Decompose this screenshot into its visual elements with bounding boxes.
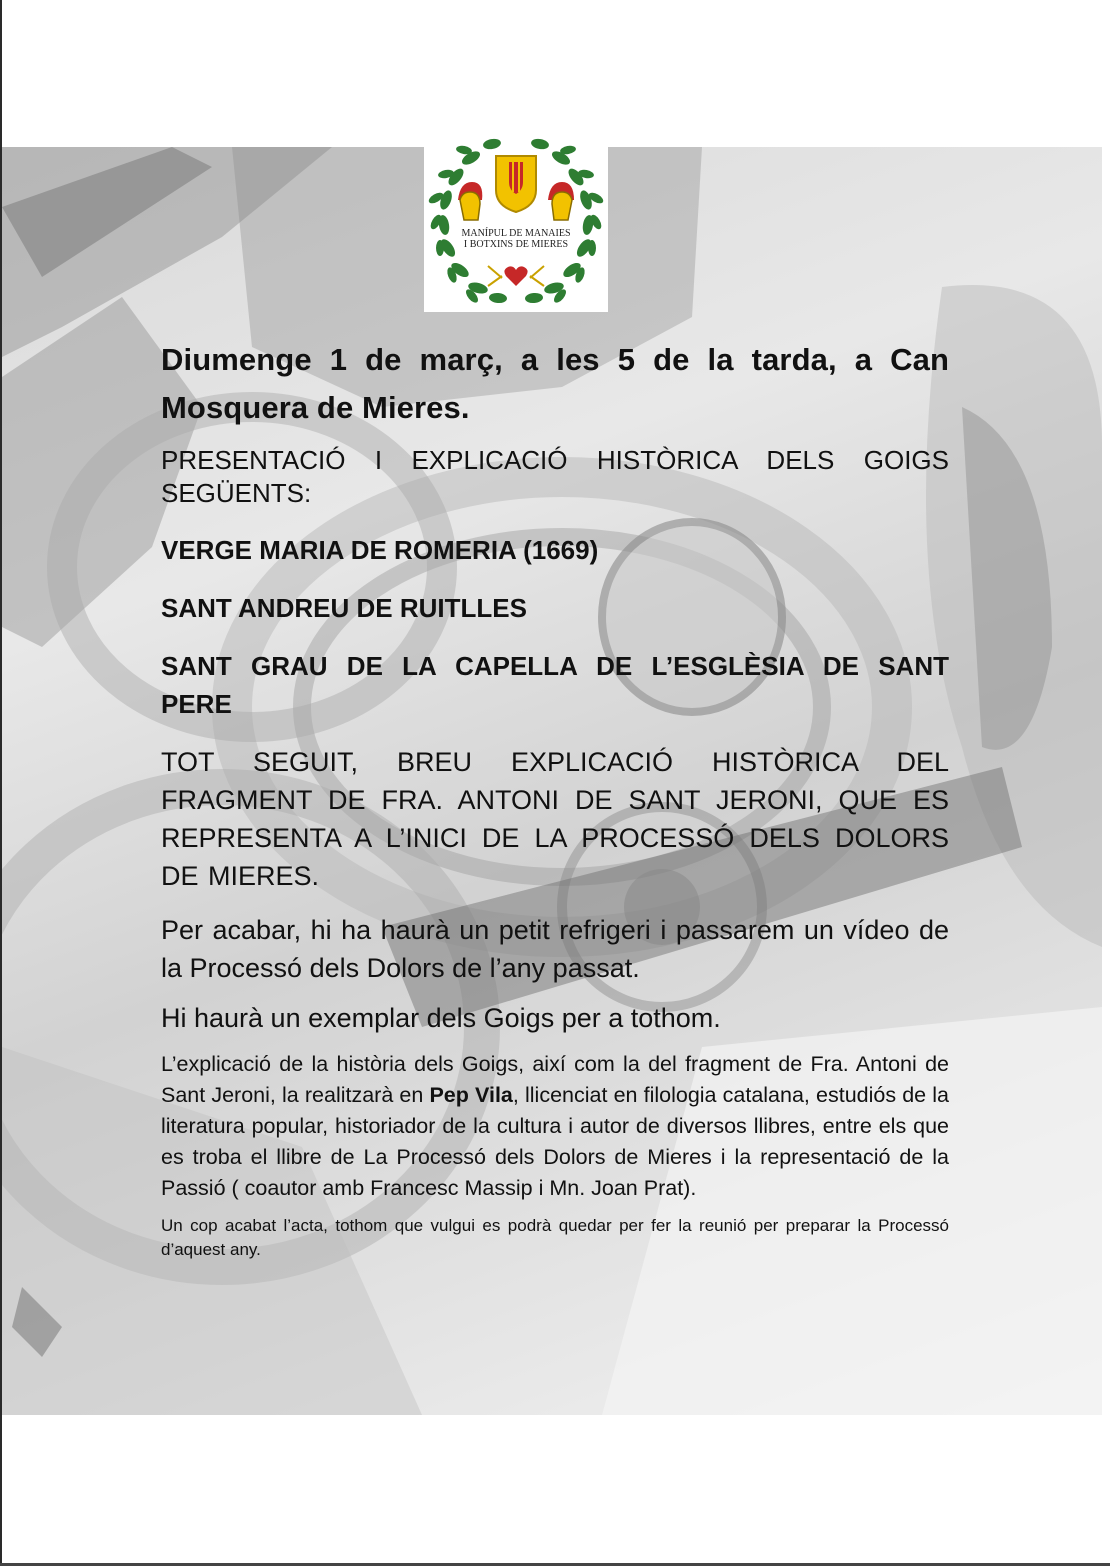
- event-heading: Diumenge 1 de març, a les 5 de la tarda, a Can Mosquera de Mieres.: [161, 342, 949, 425]
- speaker-name: Pep Vila: [429, 1083, 513, 1107]
- laurel-wreath-emblem-icon: [424, 130, 608, 312]
- goigs-item-2: SANT ANDREU DE RUITLLES: [161, 593, 527, 623]
- speaker-text-after: , llicenciat en filologia catalana, estudiós de la literatura popular, historiador de la cultura i autor de diversos llibres, entre els que es troba el llibre de La Processó dels Dolors de Mieres i la representació de la Passió ( coautor amb Francesc Massip i Mn. Joan Prat).: [161, 1083, 950, 1200]
- fragment-explanation: TOT SEGUIT, BREU EXPLICACIÓ HISTÒRICA DEL FRAGMENT DE FRA. ANTONI DE SANT JERONI, QUE ES REPRESENTA A L’INICI DE LA PROCESSÓ DELS DOLORS DE MIERES.: [161, 747, 949, 891]
- presentation-intro: PRESENTACIÓ I EXPLICACIÓ HISTÒRICA DELS GOIGS SEGÜENTS:: [161, 445, 949, 508]
- copies-paragraph: Hi haurà un exemplar dels Goigs per a tothom.: [161, 1003, 721, 1033]
- refreshment-paragraph: Per acabar, hi ha haurà un petit refrigeri i passarem un vídeo de la Processó dels Dolors de l’any passat.: [161, 915, 949, 983]
- logo-text-line-1: MANÍPUL DE MANAIES: [461, 228, 571, 239]
- speaker-text-before: L’explicació de la història dels Goigs, així com la del fragment de Fra. Antoni de Sant Jeroni, la realitzarà en: [161, 1052, 949, 1107]
- speaker-paragraph: [161, 1049, 949, 1204]
- manipul-logo: [424, 130, 608, 312]
- logo-text-line-2: I BOTXINS DE MIERES: [463, 239, 569, 250]
- goigs-item-3: SANT GRAU DE LA CAPELLA DE L’ESGLÈSIA DE SANT PERE: [161, 651, 949, 719]
- announcement-body: [161, 336, 949, 1262]
- closing-note: Un cop acabat l’acta, tothom que vulgui es podrà quedar per fer la reunió per preparar la Processó d’aquest any.: [161, 1216, 949, 1259]
- goigs-item-1: VERGE MARIA DE ROMERIA (1669): [161, 535, 599, 565]
